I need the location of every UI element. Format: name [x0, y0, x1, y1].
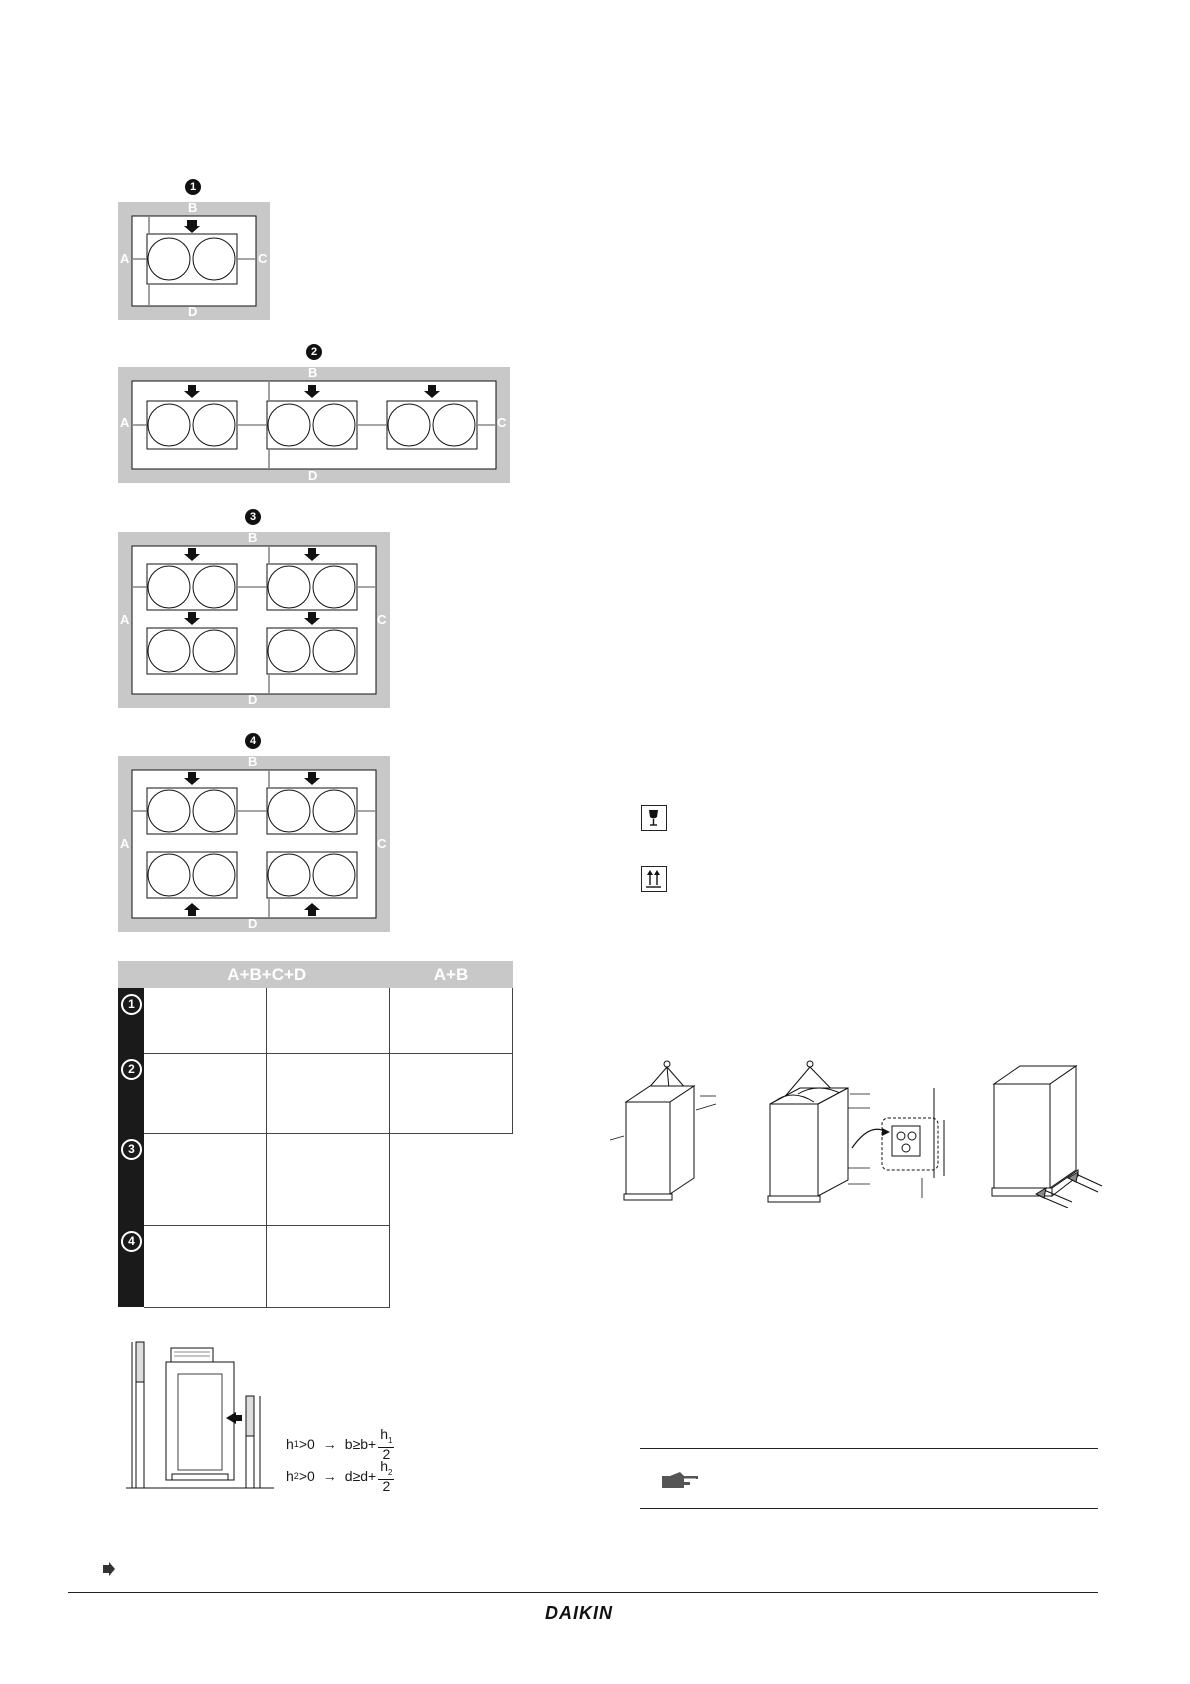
- layout-3-label-a: A: [120, 612, 130, 627]
- header-ab: A+B: [390, 961, 513, 988]
- row-2-cell: [390, 1053, 513, 1133]
- row-3-header: 3: [118, 1133, 144, 1225]
- row-1-cell: [267, 988, 390, 1053]
- layout-4-label-b: B: [248, 754, 258, 769]
- layout-2-diagram: [118, 367, 510, 483]
- layout-1-label-c: C: [258, 251, 268, 266]
- side-elevation-diagram: [126, 1338, 274, 1490]
- clearance-table: [118, 961, 513, 1308]
- layout-1-number: 1: [185, 179, 201, 195]
- row-2-cell: [144, 1053, 267, 1133]
- row-1-header: 1: [118, 988, 144, 1053]
- layout-3-label-b: B: [248, 530, 258, 545]
- layout-4-number: 4: [245, 733, 261, 749]
- lifting-illustration: [610, 1058, 720, 1208]
- layout-1-label-d: D: [188, 304, 198, 319]
- daikin-logo: DAIKIN: [545, 1603, 613, 1623]
- row-4-cell: [267, 1225, 390, 1307]
- layout-4-label-a: A: [120, 836, 130, 851]
- layout-1-diagram: [118, 202, 270, 320]
- note-hand-icon: [660, 1468, 702, 1497]
- row-4-cell: [144, 1225, 267, 1307]
- layout-4-diagram: [118, 756, 390, 932]
- layout-2-label-a: A: [120, 415, 130, 430]
- note-top-rule: [640, 1448, 1098, 1449]
- layout-3-label-d: D: [248, 692, 258, 707]
- row-4-header: 4: [118, 1225, 144, 1307]
- layout-3-diagram: [118, 532, 390, 708]
- layout-4-label-d: D: [248, 916, 258, 931]
- forklift-illustration: [988, 1058, 1106, 1208]
- layout-4-label-c: C: [377, 836, 387, 851]
- layout-2-label-c: C: [497, 415, 507, 430]
- layout-2-label-d: D: [308, 468, 318, 483]
- header-abcd: A+B+C+D: [144, 961, 390, 988]
- formula-h2: h 2 >0 → d≥d+ $\frac{h_2}{2}$: [286, 1458, 393, 1494]
- row-1-cell: [390, 988, 513, 1053]
- note-bottom-rule: [640, 1508, 1098, 1509]
- continue-arrow-icon: [103, 1562, 115, 1581]
- row-1-cell: [144, 988, 267, 1053]
- lifting-detail-illustration: [762, 1058, 962, 1208]
- footer-rule: [68, 1592, 1098, 1593]
- row-2-cell: [267, 1053, 390, 1133]
- row-3-cell: [144, 1133, 267, 1225]
- this-way-up-icon: [641, 866, 667, 892]
- row-3-cell: [267, 1133, 390, 1225]
- layout-1-label-b: B: [188, 200, 198, 215]
- layout-2-number: 2: [306, 344, 322, 360]
- row-2-header: 2: [118, 1053, 144, 1133]
- layout-3-label-c: C: [377, 612, 387, 627]
- layout-3-number: 3: [245, 509, 261, 525]
- layout-2-label-b: B: [308, 365, 318, 380]
- formula-h1: h 1 >0 → b≥b+ $\frac{h_1}{2}$: [286, 1426, 393, 1462]
- layout-1-label-a: A: [120, 251, 130, 266]
- fragile-icon: [641, 805, 667, 831]
